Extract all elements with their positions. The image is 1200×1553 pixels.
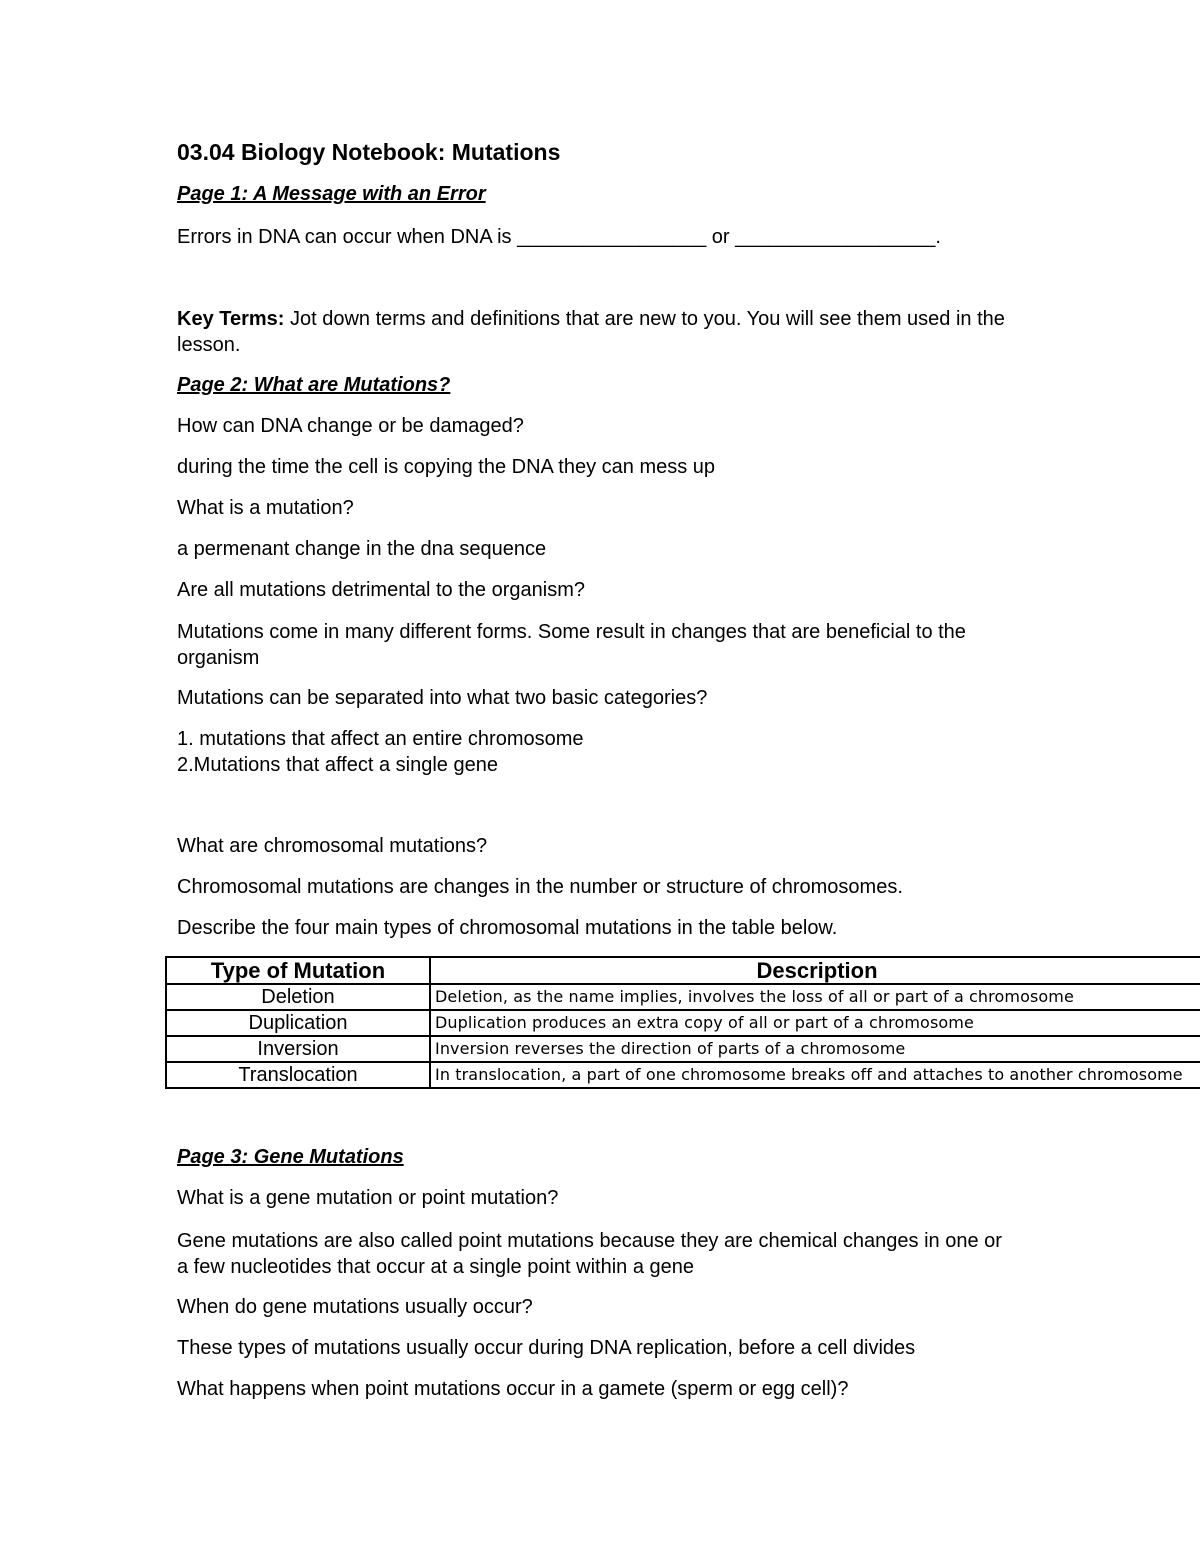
- type-cell: Inversion: [166, 1036, 430, 1062]
- table-row: [166, 1036, 1200, 1062]
- question-gene-mutation: What is a gene mutation or point mutation?: [177, 1187, 559, 1209]
- table-prompt: Describe the four main types of chromosomal mutations in the table below.: [177, 917, 838, 939]
- page1-heading: Page 1: A Message with an Error: [177, 183, 486, 205]
- table-row: [166, 1062, 1200, 1088]
- errors-prompt: Errors in DNA can occur when DNA is _________________ or __________________.: [177, 226, 941, 248]
- key-terms: [177, 306, 1017, 358]
- description-cell: In translocation, a part of one chromosome breaks off and attaches to another chromosome: [430, 1062, 1200, 1088]
- description-cell: Duplication produces an extra copy of all or part of a chromosome: [430, 1010, 1200, 1036]
- type-cell: Translocation: [166, 1062, 430, 1088]
- question-detrimental: Are all mutations detrimental to the organism?: [177, 579, 585, 601]
- answer-chromosomal: Chromosomal mutations are changes in the number or structure of chromosomes.: [177, 876, 903, 898]
- description-cell: Deletion, as the name implies, involves the loss of all or part of a chromosome: [430, 984, 1200, 1010]
- table-row: [166, 984, 1200, 1010]
- question-dna-damage: How can DNA change or be damaged?: [177, 415, 524, 437]
- answer-when-occur: These types of mutations usually occur during DNA replication, before a cell divides: [177, 1337, 916, 1359]
- header-description: Description: [430, 957, 1200, 984]
- type-cell: Duplication: [166, 1010, 430, 1036]
- answer-mutation: a permenant change in the dna sequence: [177, 538, 547, 560]
- question-mutation: What is a mutation?: [177, 497, 354, 519]
- answer-dna-damage: during the time the cell is copying the DNA they can mess up: [177, 456, 716, 478]
- answer-category-1: 1. mutations that affect an entire chromosome: [177, 728, 584, 750]
- question-when-occur: When do gene mutations usually occur?: [177, 1296, 533, 1318]
- answer-gene-mutation: Gene mutations are also called point mutations because they are chemical changes in one or a few nucleotides that occur at a single point within a gene: [177, 1230, 1002, 1278]
- question-chromosomal: What are chromosomal mutations?: [177, 835, 488, 857]
- page2-heading: Page 2: What are Mutations?: [177, 374, 451, 396]
- question-gamete: What happens when point mutations occur in a gamete (sperm or egg cell)?: [177, 1378, 849, 1400]
- page3-heading: Page 3: Gene Mutations: [177, 1146, 404, 1168]
- key-terms-label: Key Terms:: [177, 308, 285, 330]
- table-header-row: [166, 957, 1200, 984]
- description-cell: Inversion reverses the direction of parts of a chromosome: [430, 1036, 1200, 1062]
- page-title: 03.04 Biology Notebook: Mutations: [177, 139, 561, 165]
- answer-detrimental: Mutations come in many different forms. Some result in changes that are beneficial to the organism: [177, 621, 966, 669]
- type-cell: Deletion: [166, 984, 430, 1010]
- table-row: [166, 1010, 1200, 1036]
- mutation-types-table: [165, 956, 1200, 1089]
- answer-category-2: 2.Mutations that affect a single gene: [177, 754, 498, 776]
- question-categories: Mutations can be separated into what two basic categories?: [177, 687, 708, 709]
- key-terms-text: Jot down terms and definitions that are new to you. You will see them used in the lesson.: [177, 308, 1005, 356]
- header-type: Type of Mutation: [166, 957, 430, 984]
